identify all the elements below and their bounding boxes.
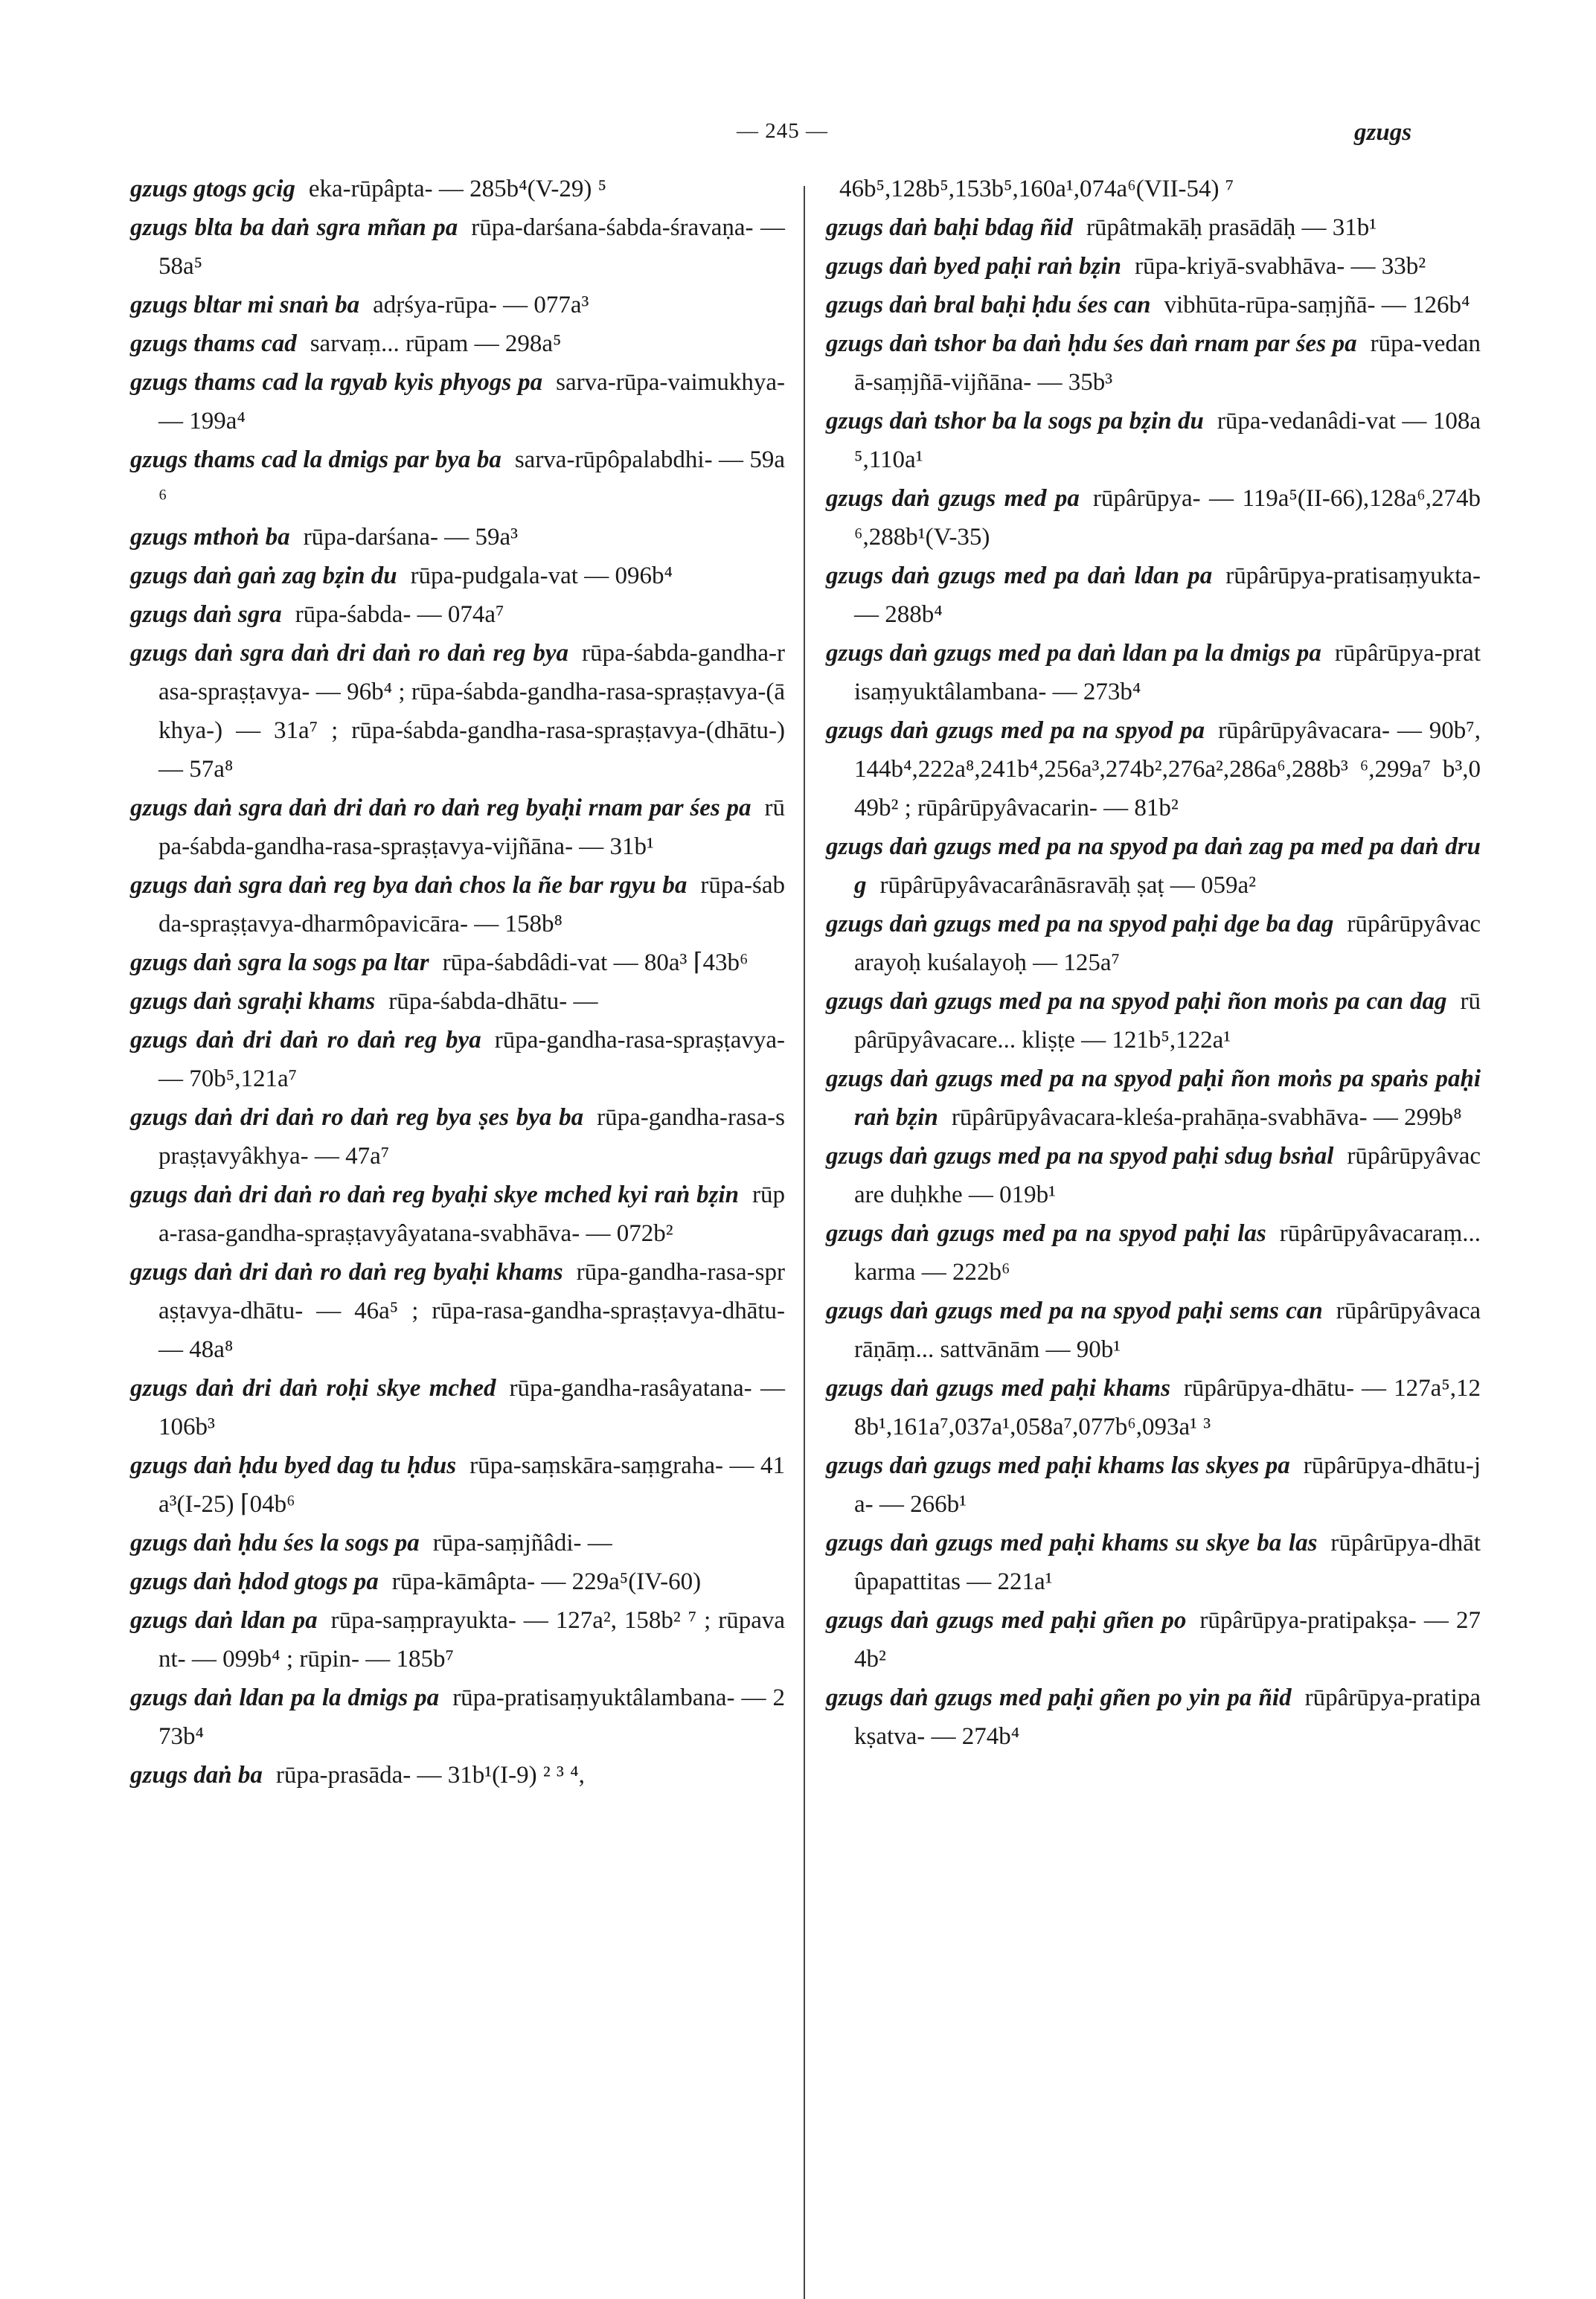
- entry-headword: gzugs daṅ dri daṅ ro daṅ reg bya ṣes bya ba: [130, 1104, 584, 1131]
- entry-headword: gzugs daṅ ldan pa: [130, 1607, 318, 1634]
- entry-headword: gzugs mthoṅ ba: [130, 524, 290, 551]
- entry-gloss: rūpa-saṃskāra-saṃgraha- — 41a³(I-25) ⌈04b⁶: [158, 1452, 786, 1518]
- column-divider: [804, 186, 805, 2299]
- entry-headword: gzugs daṅ gzugs med paḥi khams su skye ba las: [826, 1530, 1318, 1556]
- dictionary-entry: [130, 557, 785, 595]
- entry-gloss: eka-rūpâpta- — 285b⁴(V-29) ⁵: [308, 176, 607, 202]
- entry-headword: gzugs daṅ gzugs med pa na spyod paḥi sdug bsṅal: [826, 1143, 1334, 1170]
- entry-gloss: rūpa-śabda-gandha-rasa-spraṣṭavya- — 96b⁴ ; rūpa-śabda-gandha-rasa-spraṣṭavya-(ākhya-) — 31a⁷ ; rūpa-śabda-gandha-rasa-spraṣṭavya-(dhātu-) — 57a⁸: [158, 640, 785, 783]
- dictionary-entry: [130, 1021, 785, 1098]
- dictionary-entry: [826, 1137, 1481, 1214]
- dictionary-entry: [826, 286, 1481, 324]
- right-column: [826, 170, 1481, 1756]
- entry-headword: gzugs daṅ gzugs med pa daṅ ldan pa la dmigs pa: [826, 640, 1321, 667]
- entry-gloss: rūpârūpyâvacarāṇāṃ... sattvānām — 90b¹: [854, 1298, 1481, 1363]
- entry-headword: gzugs daṅ gzugs med pa na spyod pa: [826, 717, 1205, 744]
- dictionary-entry: [826, 479, 1481, 557]
- dictionary-entry: [130, 1601, 785, 1678]
- entry-gloss: rūpârūpyâvacara-kleśa-prahāṇa-svabhāva- — 299b⁸: [951, 1104, 1462, 1131]
- dictionary-entry: [130, 1562, 785, 1601]
- entry-gloss: rūpa-gandha-rasa-spraṣṭavya-dhātu- — 46a⁵ ; rūpa-rasa-gandha-spraṣṭavya-dhātu- — 48a⁸: [158, 1259, 785, 1363]
- dictionary-entry: [826, 402, 1481, 479]
- entry-headword: gzugs gtogs gcig: [130, 176, 295, 202]
- entry-gloss: rūpa-darśana- — 59a³: [303, 524, 519, 551]
- dictionary-entry: [130, 634, 785, 789]
- entry-headword: gzugs daṅ dri daṅ ro daṅ reg byaḥi skye mched kyi raṅ bẓin: [130, 1181, 739, 1208]
- entry-headword: gzugs daṅ gzugs med pa na spyod paḥi dge ba dag: [826, 911, 1334, 937]
- entry-headword: gzugs daṅ byed paḥi raṅ bẓin: [826, 253, 1122, 280]
- entry-headword: gzugs daṅ gzugs med pa na spyod pa daṅ zag pa med pa daṅ drug: [826, 833, 1481, 899]
- entry-gloss: rūpârūpya-dhātu- — 127a⁵,128b¹,161a⁷,037a¹,058a⁷,077b⁶,093a¹ ³: [854, 1375, 1481, 1440]
- dictionary-entry: [826, 208, 1481, 247]
- entry-headword: gzugs daṅ dri daṅ ro daṅ reg byaḥi khams: [130, 1259, 563, 1286]
- entry-gloss: sarva-rūpa-vaimukhya- — 199a⁴: [158, 369, 785, 435]
- entry-headword: gzugs daṅ tshor ba daṅ ḥdu śes daṅ rnam par śes pa: [826, 330, 1357, 357]
- entry-gloss: rūpârūpya- — 119a⁵(II-66),128a⁶,274b⁶,288b¹(V-35): [854, 485, 1481, 551]
- entry-headword: gzugs daṅ gzugs med paḥi gñen po: [826, 1607, 1187, 1634]
- entry-gloss: rūpa-saṃprayukta- — 127a², 158b² ⁷ ; rūpavant- — 099b⁴ ; rūpin- — 185b⁷: [158, 1607, 785, 1673]
- entry-headword: gzugs daṅ sgraḥi khams: [130, 988, 376, 1015]
- dictionary-entry: [826, 1369, 1481, 1446]
- dictionary-entry: [130, 324, 785, 363]
- entry-gloss: rūpârūpya-dhātu-ja- — 266b¹: [854, 1452, 1481, 1518]
- dictionary-entry: [826, 170, 1481, 208]
- dictionary-entry: [130, 1176, 785, 1253]
- dictionary-entry: [826, 1292, 1481, 1369]
- entry-gloss: rūpârūpya-pratisaṃyuktâlambana- — 273b⁴: [854, 640, 1481, 705]
- dictionary-entry: [130, 595, 785, 634]
- entry-gloss: rūpa-saṃjñâdi- —: [432, 1530, 612, 1556]
- running-head: gzugs: [1354, 119, 1412, 146]
- entry-gloss: rūpa-vedanā-saṃjñā-vijñāna- — 35b³: [854, 330, 1481, 396]
- dictionary-entry: [130, 982, 785, 1021]
- dictionary-entry: [130, 170, 785, 208]
- dictionary-entry: [826, 711, 1481, 827]
- dictionary-entry: [826, 1446, 1481, 1524]
- entry-gloss: 46b⁵,128b⁵,153b⁵,160a¹,074a⁶(VII-54) ⁷: [839, 176, 1234, 202]
- entry-gloss: sarva-rūpôpalabdhi- — 59a⁶: [158, 446, 785, 512]
- entry-headword: gzugs daṅ gzugs med pa: [826, 485, 1080, 512]
- entry-headword: gzugs thams cad la rgyab kyis phyogs pa: [130, 369, 543, 396]
- page-number: — 245 —: [737, 119, 828, 143]
- entry-gloss: rūpa-prasāda- — 31b¹(I-9) ² ³ ⁴,: [275, 1762, 585, 1789]
- dictionary-entry: [826, 1601, 1481, 1678]
- entry-headword: gzugs daṅ gaṅ zag bẓin du: [130, 562, 397, 589]
- dictionary-entry: [130, 286, 785, 324]
- entry-gloss: rūpa-pratisaṃyuktâlambana- — 273b⁴: [158, 1684, 785, 1750]
- dictionary-entry: [130, 440, 785, 518]
- dictionary-entry: [826, 324, 1481, 402]
- entry-gloss: rūpa-gandha-rasâyatana- — 106b³: [158, 1375, 785, 1440]
- dictionary-entry: [130, 363, 785, 440]
- entry-headword: gzugs daṅ ldan pa la dmigs pa: [130, 1684, 440, 1711]
- entry-gloss: rūpa-kriyā-svabhāva- — 33b²: [1135, 253, 1426, 280]
- entry-gloss: rūpa-gandha-rasa-spraṣṭavyâkhya- — 47a⁷: [158, 1104, 785, 1170]
- entry-headword: gzugs bltar mi snaṅ ba: [130, 292, 360, 318]
- entry-gloss: rūpârūpyâvacare... kliṣṭe — 121b⁵,122a¹: [854, 988, 1481, 1054]
- dictionary-entry: [130, 789, 785, 866]
- entry-gloss: rūpârūpyâvacara- — 90b⁷,144b⁴,222a⁸,241b⁴,256a³,274b²,276a²,286a⁶,288b³ ⁶,299a⁷ b³,049b² ; rūpârūpyâvacarin- — 81b²: [854, 717, 1481, 821]
- dictionary-entry: [130, 866, 785, 943]
- entry-gloss: rūpa-darśana-śabda-śravaṇa- — 58a⁵: [158, 214, 785, 280]
- dictionary-entry: [130, 1524, 785, 1562]
- page-header: [0, 119, 1596, 156]
- entry-headword: gzugs daṅ dri daṅ roḥi skye mched: [130, 1375, 496, 1402]
- entry-headword: gzugs daṅ ba: [130, 1762, 263, 1789]
- dictionary-entry: [130, 518, 785, 557]
- dictionary-entry: [826, 1678, 1481, 1756]
- dictionary-entry: [826, 634, 1481, 711]
- entry-headword: gzugs daṅ gzugs med paḥi gñen po yin pa ñid: [826, 1684, 1292, 1711]
- entry-headword: gzugs daṅ gzugs med pa daṅ ldan pa: [826, 562, 1213, 589]
- entry-headword: gzugs daṅ dri daṅ ro daṅ reg bya: [130, 1027, 481, 1054]
- dictionary-entry: [826, 247, 1481, 286]
- dictionary-entry: [826, 827, 1481, 905]
- entry-headword: gzugs thams cad: [130, 330, 297, 357]
- entry-gloss: rūpa-gandha-rasa-spraṣṭavya- — 70b⁵,121a⁷: [158, 1027, 785, 1092]
- entry-headword: gzugs daṅ baḥi bdag ñid: [826, 214, 1073, 241]
- dictionary-entry: [130, 1369, 785, 1446]
- entry-gloss: vibhūta-rūpa-saṃjñā- — 126b⁴: [1164, 292, 1470, 318]
- entry-gloss: rūpârūpya-pratipakṣa- — 274b²: [854, 1607, 1481, 1673]
- dictionary-entry: [826, 1524, 1481, 1601]
- entry-headword: gzugs daṅ tshor ba la sogs pa bẓin du: [826, 408, 1204, 435]
- entry-headword: gzugs daṅ gzugs med pa na spyod paḥi ñon moṅs pa spaṅs paḥi raṅ bẓin: [826, 1065, 1481, 1131]
- entry-headword: gzugs blta ba daṅ sgra mñan pa: [130, 214, 458, 241]
- entry-headword: gzugs daṅ sgra daṅ reg bya daṅ chos la ñe bar rgyu ba: [130, 872, 688, 899]
- entry-gloss: rūpârūpyâvacarânāsravāḥ ṣaṭ — 059a²: [879, 872, 1257, 899]
- entry-gloss: rūpârūpyâvacaraṃ... karma — 222b⁶: [854, 1220, 1481, 1286]
- entry-gloss: rūpa-rasa-gandha-spraṣṭavyâyatana-svabhāva- — 072b²: [158, 1181, 785, 1247]
- entry-headword: gzugs daṅ ḥdu byed dag tu ḥdus: [130, 1452, 457, 1479]
- entry-gloss: rūpa-śabdâdi-vat — 80a³ ⌈43b⁶: [442, 949, 749, 976]
- dictionary-entry: [130, 1756, 785, 1795]
- entry-gloss: rūpârūpyâvacare duḥkhe — 019b¹: [854, 1143, 1481, 1208]
- dictionary-entry: [826, 557, 1481, 634]
- entry-gloss: rūpa-śabda-dhātu- —: [388, 988, 598, 1015]
- entry-headword: gzugs daṅ gzugs med pa na spyod paḥi sems can: [826, 1298, 1323, 1324]
- entry-gloss: rūpa-vedanâdi-vat — 108a⁵,110a¹: [854, 408, 1481, 473]
- entry-headword: gzugs daṅ bral baḥi ḥdu śes can: [826, 292, 1151, 318]
- entry-headword: gzugs thams cad la dmigs par bya ba: [130, 446, 501, 473]
- dictionary-entry: [130, 943, 785, 982]
- dictionary-entry: [826, 1214, 1481, 1292]
- entry-headword: gzugs daṅ gzugs med pa na spyod paḥi ñon moṅs pa can dag: [826, 988, 1447, 1015]
- entry-gloss: adṛśya-rūpa- — 077a³: [373, 292, 589, 318]
- entry-headword: gzugs daṅ ḥdu śes la sogs pa: [130, 1530, 420, 1556]
- entry-headword: gzugs daṅ gzugs med paḥi khams las skyes pa: [826, 1452, 1290, 1479]
- entry-headword: gzugs daṅ sgra: [130, 601, 282, 628]
- dictionary-entry: [130, 1446, 785, 1524]
- entry-headword: gzugs daṅ sgra daṅ dri daṅ ro daṅ reg bya: [130, 640, 568, 667]
- dictionary-entry: [826, 1059, 1481, 1137]
- entry-gloss: rūpârūpya-pratipakṣatva- — 274b⁴: [854, 1684, 1481, 1750]
- entry-gloss: rūpa-pudgala-vat — 096b⁴: [410, 562, 673, 589]
- dictionary-entry: [826, 905, 1481, 982]
- entry-gloss: rūpa-kāmâpta- — 229a⁵(IV-60): [391, 1568, 702, 1595]
- entry-headword: gzugs daṅ sgra la sogs pa ltar: [130, 949, 429, 976]
- entry-gloss: sarvaṃ... rūpam — 298a⁵: [310, 330, 562, 357]
- dictionary-entry: [130, 1678, 785, 1756]
- entry-headword: gzugs daṅ gzugs med paḥi khams: [826, 1375, 1170, 1402]
- entry-headword: gzugs daṅ gzugs med pa na spyod paḥi las: [826, 1220, 1266, 1247]
- dictionary-entry: [130, 208, 785, 286]
- entry-gloss: rūpa-śabda-gandha-rasa-spraṣṭavya-vijñāna- — 31b¹: [158, 795, 785, 860]
- dictionary-entry: [130, 1098, 785, 1176]
- dictionary-entry: [826, 982, 1481, 1059]
- entry-gloss: rūpârūpyâvacarayoḥ kuśalayoḥ — 125a⁷: [854, 911, 1481, 976]
- entry-headword: gzugs daṅ sgra daṅ dri daṅ ro daṅ reg byaḥi rnam par śes pa: [130, 795, 751, 821]
- entry-gloss: rūpârūpya-pratisaṃyukta- — 288b⁴: [854, 562, 1481, 628]
- entry-gloss: rūpa-śabda- — 074a⁷: [295, 601, 504, 628]
- entry-headword: gzugs daṅ ḥdod gtogs pa: [130, 1568, 379, 1595]
- entry-gloss: rūpârūpya-dhātûpapattitas — 221a¹: [854, 1530, 1481, 1595]
- left-column: [130, 170, 785, 1795]
- entry-gloss: rūpa-śabda-spraṣṭavya-dharmôpavicāra- — 158b⁸: [158, 872, 785, 937]
- dictionary-entry: [130, 1253, 785, 1369]
- entry-gloss: rūpâtmakāḥ prasādāḥ — 31b¹: [1086, 214, 1377, 241]
